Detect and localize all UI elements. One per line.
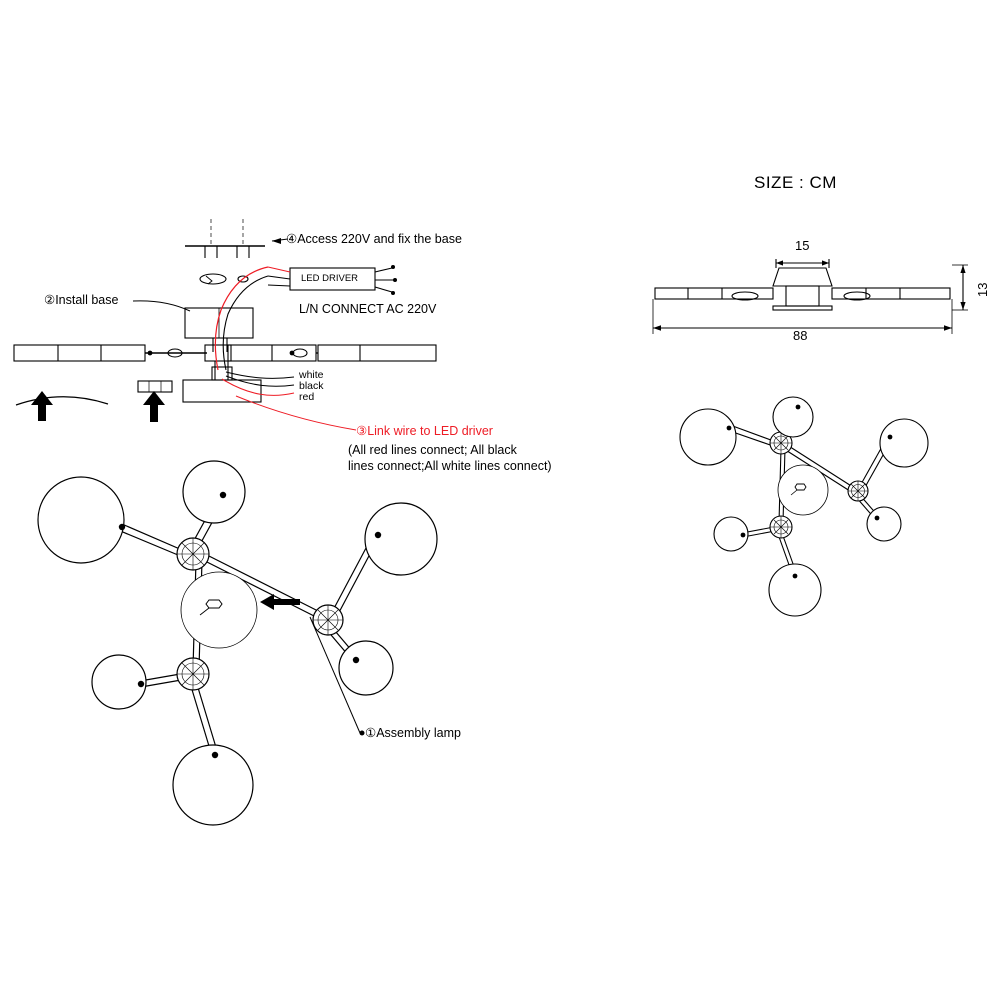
- globe-right-top: [365, 503, 437, 575]
- globe-arm-right: [293, 349, 307, 357]
- wire-black-label: black: [299, 380, 324, 392]
- base-plate: [773, 306, 832, 310]
- arrow-up-left: [31, 391, 53, 421]
- wire-red-label: red: [299, 391, 315, 403]
- lamp-large-globes: [38, 461, 437, 825]
- curved-arm-part: [16, 397, 108, 405]
- globe-left-bottom: [92, 655, 146, 709]
- arm-joint-left: [148, 351, 153, 356]
- step4-label: ④Access 220V and fix the base: [286, 232, 462, 246]
- led-driver-label: LED DRIVER: [301, 273, 359, 284]
- wire-white-branch: [226, 372, 294, 378]
- wire-white-label: white: [299, 369, 324, 381]
- driver-lead-out-1: [375, 268, 392, 272]
- dim-arrow-right-88: [944, 325, 952, 331]
- dim-arrow-left-15: [776, 260, 783, 265]
- assembly-direction-arrow: [260, 594, 300, 610]
- right-arm: [832, 288, 950, 299]
- step2-leader: [133, 301, 190, 311]
- wire-black-main: [223, 276, 268, 370]
- washer-detail: [206, 276, 212, 284]
- lamp-top-view-large: [38, 461, 437, 825]
- step3-note-line2: lines connect;All white lines connect): [348, 459, 552, 473]
- lamp-small-globes: [680, 397, 928, 616]
- step1-leader-dot: [360, 731, 365, 736]
- installation-exploded-view: [14, 219, 436, 430]
- wire-red-branch: [222, 379, 294, 395]
- driver-lead-red-1: [268, 267, 290, 272]
- lamp-top-view-small: [680, 397, 928, 616]
- dim-arrow-top-13: [960, 265, 965, 273]
- driver-terminal-3: [391, 291, 395, 295]
- side-elevation-view: [653, 259, 968, 334]
- assembly-arrows: [31, 391, 165, 422]
- arm-joint-right: [290, 351, 295, 356]
- step3-leader: [236, 396, 356, 430]
- dim-arrow-bottom-13: [960, 302, 965, 310]
- arm-left-outer: [14, 345, 145, 361]
- dim-arrow-left-88: [653, 325, 661, 331]
- arm-right-outer: [318, 345, 436, 361]
- driver-lead-white-1: [268, 285, 290, 286]
- step3-note-line1: (All red lines connect; All black: [348, 443, 517, 457]
- step2-label: ②Install base: [44, 293, 119, 307]
- globe-right-bottom: [339, 641, 393, 695]
- small-part-box: [138, 381, 172, 392]
- size-title: SIZE : CM: [754, 173, 837, 192]
- dim-label-88: 88: [793, 328, 808, 343]
- washer-part: [200, 274, 226, 284]
- base-body: [786, 286, 819, 306]
- globe-top: [183, 461, 245, 523]
- driver-terminal-1: [391, 265, 395, 269]
- connect-ac-label: L/N CONNECT AC 220V: [299, 302, 437, 316]
- dim-arrow-right-15: [822, 260, 829, 265]
- arrow-up-right: [143, 391, 165, 422]
- dim-label-15: 15: [795, 238, 810, 253]
- canopy-trapezoid: [773, 268, 832, 286]
- driver-terminal-2: [393, 278, 397, 282]
- driver-lead-black-1: [268, 276, 290, 279]
- step4-arrow: [272, 238, 281, 244]
- driver-lead-out-3: [375, 287, 392, 292]
- step3-label: ③Link wire to LED driver: [356, 424, 493, 438]
- globe-left-top: [38, 477, 124, 563]
- dim-label-13: 13: [975, 282, 990, 297]
- step1-label: ①Assembly lamp: [365, 726, 461, 740]
- globe-center-overlap: [181, 572, 257, 648]
